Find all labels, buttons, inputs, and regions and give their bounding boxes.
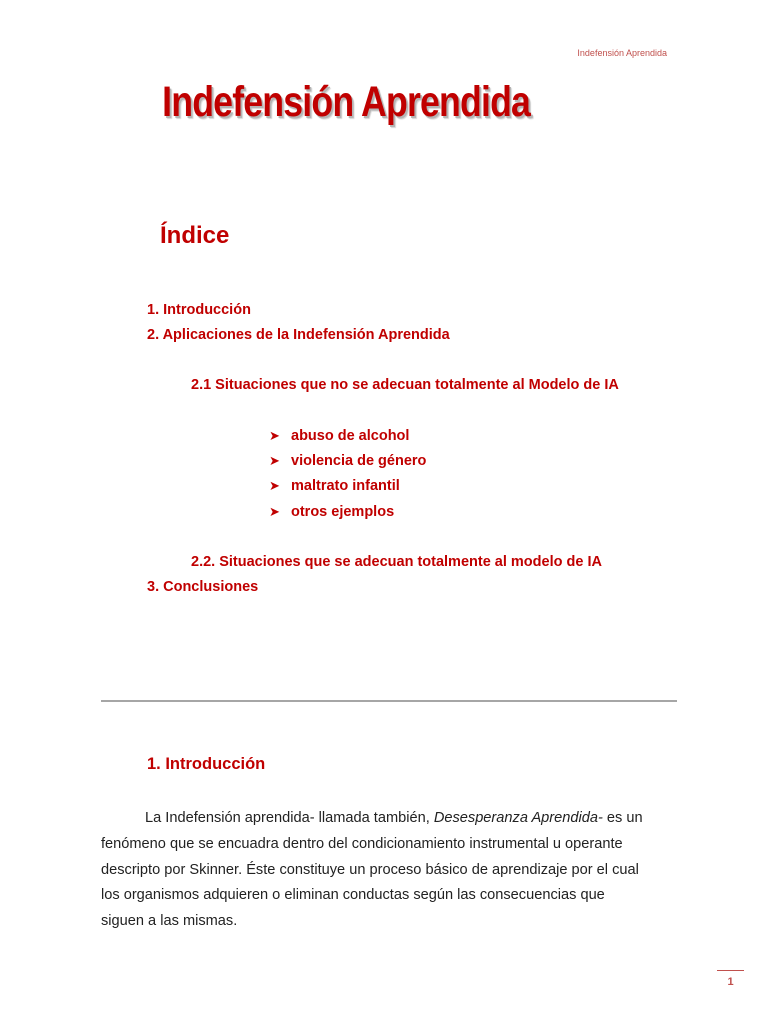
paragraph-line: descripto por Skinner. Éste constituye un proceso básico de aprendizaje por el cual xyxy=(101,861,639,878)
toc-item-conclusiones[interactable]: 3. Conclusiones xyxy=(147,579,259,595)
toc-heading: Índice xyxy=(160,222,230,249)
toc-bullet-label: maltrato infantil xyxy=(291,478,400,494)
toc-bullet-label: abuso de alcohol xyxy=(291,428,410,444)
toc-item-aplicaciones[interactable]: 2. Aplicaciones de la Indefensión Aprendida xyxy=(147,327,450,343)
paragraph-line: siguen a las mismas. xyxy=(101,913,238,930)
toc-bullet-item xyxy=(269,504,394,520)
toc-item-2-1[interactable]: 2.1 Situaciones que no se adecuan totalmente al Modelo de IA xyxy=(191,377,619,393)
page-number: 1 xyxy=(717,970,744,988)
italic-term: Desesperanza Aprendida- xyxy=(433,810,603,826)
arrow-bullet-icon: ➤ xyxy=(269,478,280,493)
introduction-paragraph xyxy=(101,806,681,935)
paragraph-line xyxy=(101,806,681,832)
paragraph-line: los organismos adquieren o eliminan conductas según las consecuencias que xyxy=(101,887,605,904)
toc-bullet-label: violencia de género xyxy=(291,453,427,469)
toc-bullet-label: otros ejemplos xyxy=(291,504,395,520)
running-header: Indefensión Aprendida xyxy=(577,48,667,58)
toc-item-introduccion[interactable]: 1. Introducción xyxy=(147,302,251,318)
section-divider xyxy=(101,700,677,702)
arrow-bullet-icon: ➤ xyxy=(269,504,280,519)
toc-bullet-item xyxy=(269,453,426,469)
toc-bullet-item xyxy=(269,428,409,444)
toc-item-2-2[interactable]: 2.2. Situaciones que se adecuan totalmente al modelo de IA xyxy=(191,554,602,570)
arrow-bullet-icon: ➤ xyxy=(269,453,280,468)
paragraph-line: fenómeno que se encuadra dentro del condicionamiento instrumental u operante xyxy=(101,835,623,852)
document-title: Indefensión Aprendida xyxy=(162,78,531,126)
paragraph-text: es un xyxy=(602,810,643,826)
section-heading-introduccion: 1. Introducción xyxy=(147,755,266,773)
toc-bullet-item xyxy=(269,478,400,494)
paragraph-text: La Indefensión aprendida- llamada también, xyxy=(145,810,434,826)
arrow-bullet-icon: ➤ xyxy=(269,428,280,443)
